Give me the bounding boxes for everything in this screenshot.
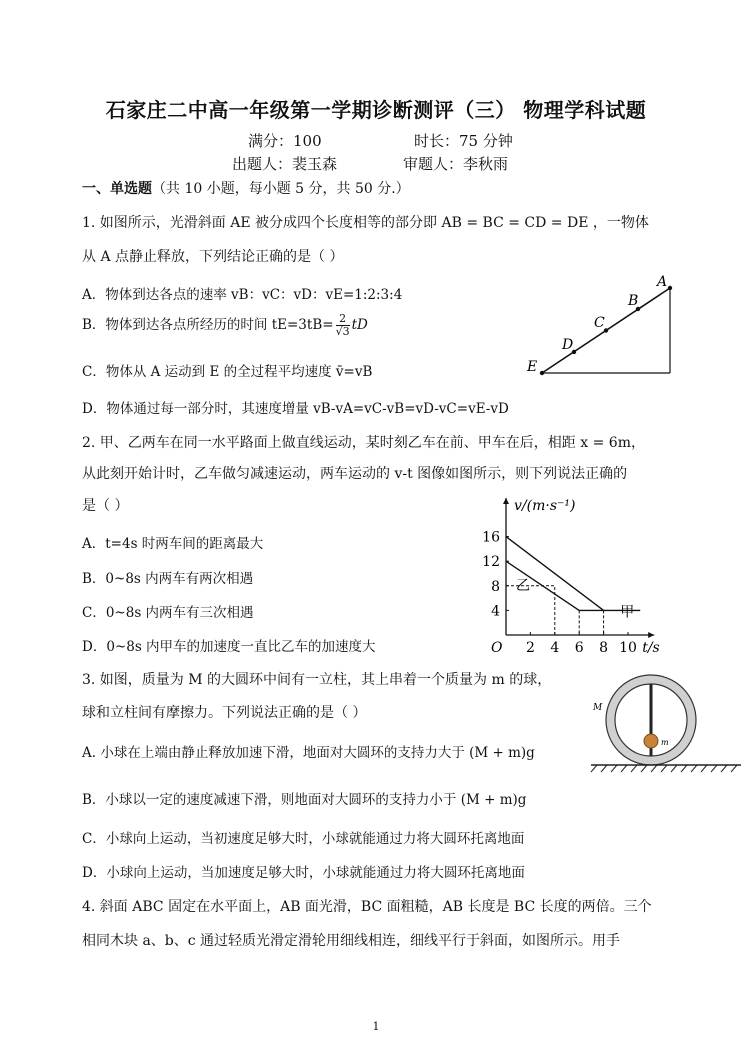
q2-option-a: A．t=4s 时两车间的距离最大 — [82, 536, 264, 552]
q1-option-a: A．物体到达各点的速率 vB：vC：vD：vE=1:2:3:4 — [82, 287, 403, 303]
fraction-denominator: √3 — [335, 325, 350, 338]
q1-option-b-prefix: B．物体到达各点所经历的时间 tE=3tB= — [82, 317, 334, 333]
label-b: B — [628, 293, 639, 309]
x-tick-label: 4 — [550, 640, 560, 656]
fraction — [336, 313, 350, 338]
q1-option-b — [82, 313, 368, 338]
dashed-guide-t4 — [506, 586, 555, 635]
label-a: A — [657, 274, 668, 290]
section-note: （共 10 小题，每小题 5 分，共 50 分.） — [152, 181, 410, 197]
x-tick-label: 6 — [574, 640, 584, 656]
q3-option-c: C．小球向上运动，当初速度足够大时，小球就能通过力将大圆环托离地面 — [82, 831, 525, 847]
y-axis-arrow — [503, 498, 509, 504]
small-ball — [644, 734, 658, 748]
q1-option-b-suffix: tD — [351, 317, 368, 333]
q4-stem-line1: 4. 斜面 ABC 固定在水平面上，AB 面光滑，BC 面粗糙，AB 长度是 BC 长度的两倍。三个 — [82, 899, 652, 915]
label-e: E — [527, 359, 538, 375]
y-tick-label: 8 — [491, 578, 500, 595]
section-title: 一、单选题 — [82, 181, 152, 197]
reviewer: 审题人：李秋雨 — [403, 155, 509, 173]
q1-option-d: D．物体通过每一部分时，其速度增量 vB-vA=vC-vB=vD-vC=vE-vD — [82, 401, 509, 417]
section-heading — [82, 178, 410, 198]
label-mass-m-big: M — [593, 703, 603, 713]
label-c: C — [594, 315, 605, 331]
q3-option-a: A. 小球在上端由静止释放加速下滑，地面对大圆环的支持力大于 (M + m)g — [82, 745, 535, 761]
origin-label: O — [491, 640, 503, 656]
q1-stem-line1: 1. 如图所示，光滑斜面 AE 被分成四个长度相等的部分即 AB = BC = CD = DE ，一物体 — [82, 215, 649, 231]
fraction-numerator: 2 — [336, 313, 350, 326]
page-title: 石家庄二中高一年级第一学期诊断测评（三） 物理学科试题 — [105, 98, 647, 122]
x-tick-label: 10 — [619, 640, 637, 656]
q2-stem-line2: 从此刻开始计时，乙车做匀减速运动，两车运动的 v-t 图像如图所示，则下列说法正确的 — [82, 466, 628, 482]
q1-option-c: C．物体从 A 运动到 E 的全过程平均速度 v̄=vB — [82, 364, 373, 380]
x-tick-label: 8 — [599, 640, 609, 656]
author: 出题人：裴玉森 — [232, 155, 338, 173]
series-line-jia — [506, 537, 640, 611]
y-axis-label: v/(m·s⁻¹) — [514, 498, 576, 514]
point-a — [668, 286, 672, 290]
y-tick-label: 16 — [482, 529, 500, 546]
q3-stem-line1: 3. 如图，质量为 M 的大圆环中间有一立柱，其上串着一个质量为 m 的球， — [82, 672, 552, 688]
q2-option-d: D．0~8s 内甲车的加速度一直比乙车的加速度大 — [82, 639, 376, 655]
q2-option-b: B．0~8s 内两车有两次相遇 — [82, 571, 254, 587]
q3-option-d: D．小球向上运动，当加速度足够大时，小球就能通过力将大圆环托离地面 — [82, 865, 525, 881]
vt-chart — [474, 492, 684, 662]
q2-stem-line3: 是（ ） — [82, 498, 129, 514]
q2-stem-line1: 2. 甲、乙两车在同一水平路面上做直线运动，某时刻乙车在前、甲车在后，相距 x = 6m， — [82, 435, 645, 451]
q3-stem-line2: 球和立柱间有摩擦力。下列说法正确的是（ ） — [82, 705, 367, 721]
x-axis-arrow — [648, 632, 654, 638]
ground-hatch — [591, 765, 737, 772]
q1-stem-line2: 从 A 点静止释放，下列结论正确的是（ ） — [82, 249, 344, 265]
x-axis-label: t/s — [642, 640, 660, 656]
label-d: D — [562, 337, 574, 353]
y-tick-label: 4 — [491, 603, 500, 620]
point-e — [540, 371, 544, 375]
incline-figure — [520, 268, 690, 383]
page-number: 1 — [372, 1020, 380, 1033]
y-tick-label: 12 — [482, 554, 500, 571]
x-tick-label: 2 — [525, 640, 535, 656]
label-mass-m-small: m — [661, 738, 669, 747]
full-score: 满分：100 — [248, 132, 322, 150]
q3-option-b: B．小球以一定的速度减速下滑，则地面对大圆环的支持力小于 (M + m)g — [82, 792, 527, 808]
series-label-jia: 甲 — [620, 604, 635, 621]
ring-figure — [585, 672, 745, 784]
q2-option-c: C．0~8s 内两车有三次相遇 — [82, 605, 254, 621]
series-label-yi: 乙 — [516, 577, 530, 594]
time-limit: 时长：75 分钟 — [414, 132, 513, 150]
q4-stem-line2: 相同木块 a、b、c 通过轻质光滑定滑轮用细线相连，细线平行于斜面，如图所示。用手 — [82, 933, 621, 949]
